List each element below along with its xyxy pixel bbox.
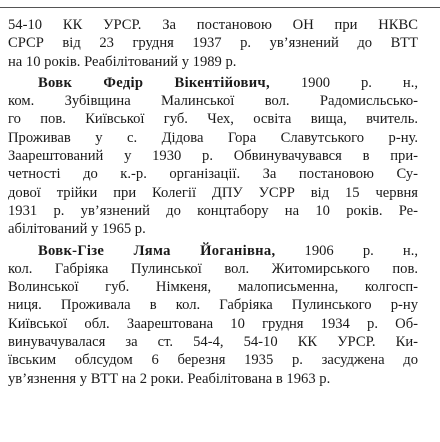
text-line: 1931 р. ув’язнений до концтабору на 10 років. Ре- <box>8 202 418 219</box>
text-line: абілітований у 1965 р. <box>8 221 146 238</box>
text-line: ниця. Проживала в кол. Габріяка Пулинського р-ну <box>8 297 418 314</box>
text-line: Волинської губ. Німкеня, малописьменна, колгосп- <box>8 279 418 296</box>
text-line: четності до к.-р. організації. За постановою Су- <box>8 166 418 183</box>
text-line: кол. Габріяка Пулинської вол. Житомирського пов. <box>8 260 418 277</box>
person-name: Вовк-Гізе Ляма Йоганівна, <box>38 242 276 259</box>
person-name: Вовк Федір Вікентійович, <box>38 74 270 91</box>
text-line: ув’язнення у ВТТ на 2 роки. Реабілітована в 1963 р. <box>8 370 331 387</box>
paragraph-continuation <box>8 16 418 71</box>
entry-heading-line <box>8 242 418 260</box>
text-line: Київської обл. Заарештована 10 грудня 1934 р. Об- <box>8 315 418 332</box>
text-line: СРСР від 23 грудня 1937 р. ув’язнений до ВТТ <box>8 35 418 52</box>
text-line: дової трійки при Колегії ДПУ УСРР від 15 червня <box>8 184 418 201</box>
entry-heading-line <box>8 74 418 92</box>
entry-vovk-gize-liama <box>8 242 418 388</box>
text-fragment: 1900 р. н., <box>269 74 418 91</box>
text-line: винувачувалася за ст. 54-4, 54-10 КК УРСР. Ки- <box>8 334 418 351</box>
text-line: на 10 років. Реабілітований у 1989 р. <box>8 53 237 70</box>
text-line: Заарештований у 1930 р. Обвинувачувався в при- <box>8 148 418 165</box>
text-line: ївським облсудом 6 березня 1935 р. засуджена до <box>8 352 418 369</box>
text-line: Проживав у с. Дідова Гора Славутського р-ну. <box>8 129 418 146</box>
text-line: го пов. Київської губ. Чех, освіта вища, вчитель. <box>8 111 418 128</box>
text-line: ком. Зубівщина Малинської вол. Радомисльсько- <box>8 93 418 110</box>
top-divider <box>0 7 440 8</box>
entry-vovk-fedir <box>8 74 418 239</box>
document-text <box>8 16 418 388</box>
text-fragment: 1906 р. н., <box>275 242 418 259</box>
text-line: 54-10 КК УРСР. За постановою ОН при НКВС <box>8 17 418 33</box>
